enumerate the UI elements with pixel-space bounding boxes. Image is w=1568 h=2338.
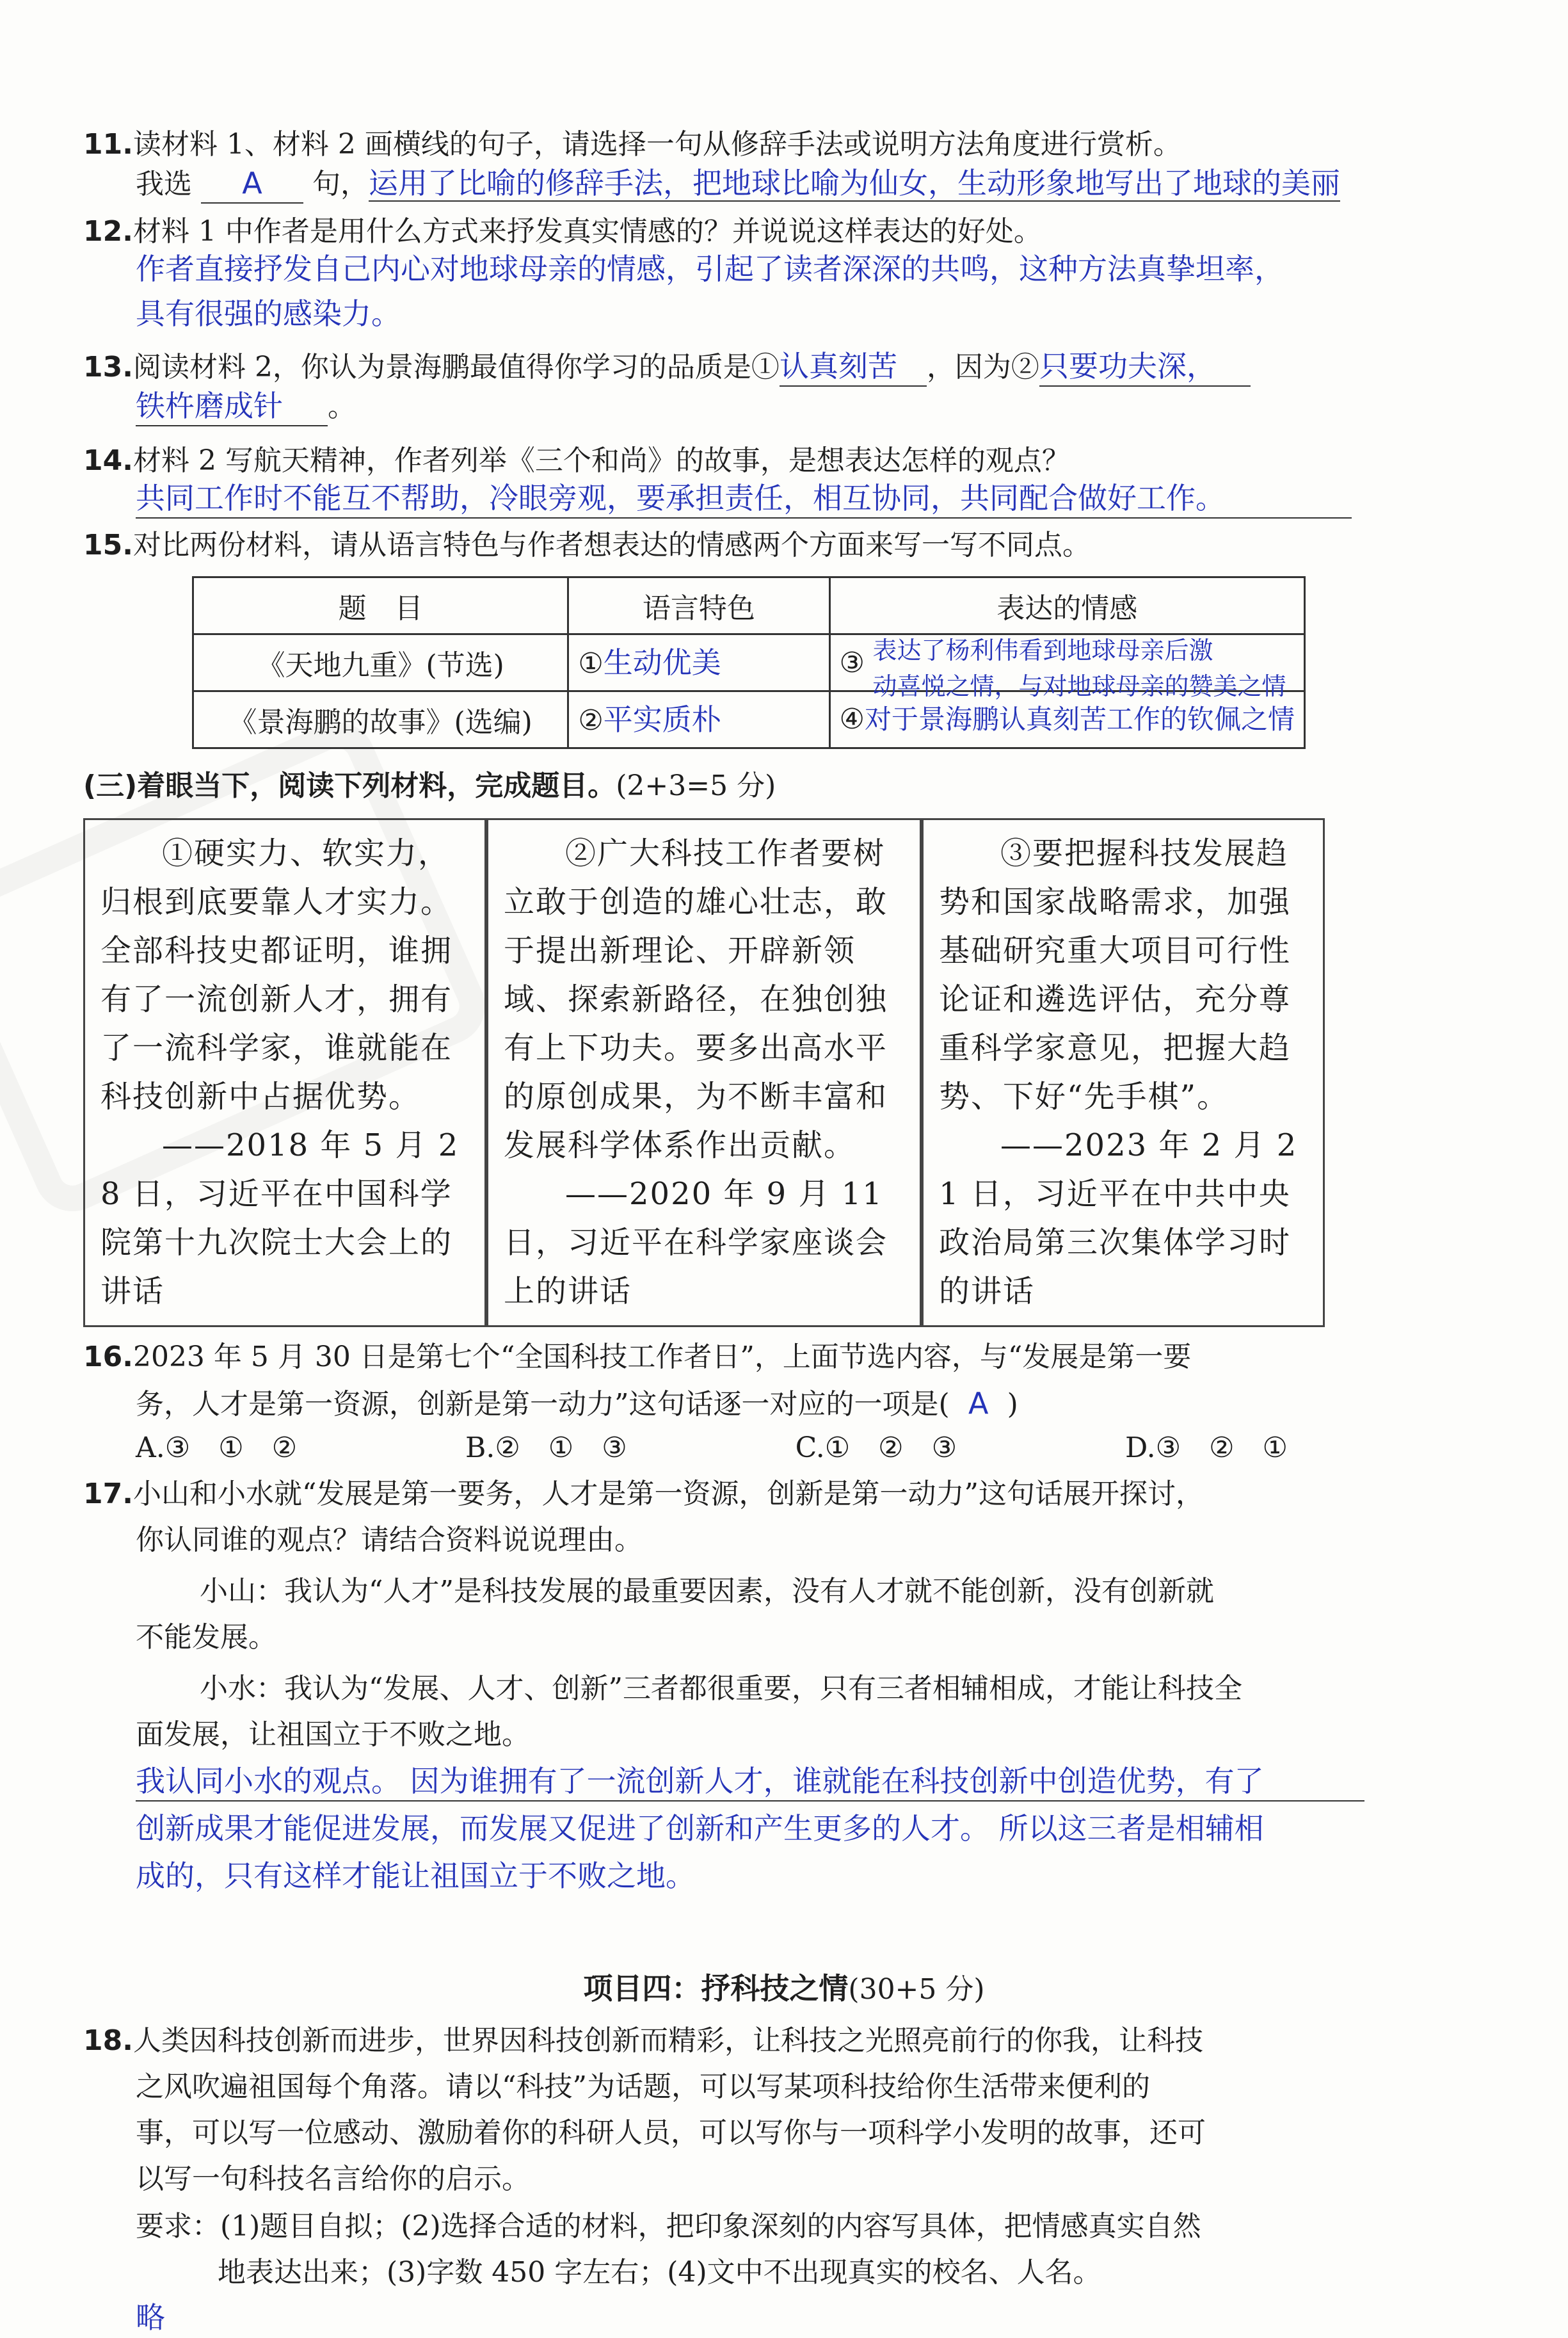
question-18-line-4: 以写一句科技名言给你的启示。: [136, 2163, 530, 2195]
material-box-2: ②广大科技工作者要树立敢于创造的雄心壮志，敢于提出新理论、开辟新领域、探索新路径，在独创独有上下功夫。要多出高水平的原创成果，为不断丰富和发展科学体系作出贡献。 ——2020 年 9 月 11 日，习近平在科学家座谈会上的讲话: [486, 818, 922, 1327]
comparison-table: [192, 576, 1306, 749]
question-16-cont: 务，人才是第一资源，创新是第一动力”这句话逐一对应的一项是( A ): [136, 1384, 1018, 1424]
question-15: 15.对比两份材料，请从语言特色与作者想表达的情感两个方面来写一写不同点。: [83, 529, 1091, 561]
q16-answer: A: [968, 1386, 989, 1421]
question-18-line-3: 事，可以写一位感动、激励着你的科研人员，可以写你与一项科学小发明的故事，还可: [136, 2116, 1206, 2149]
q11-choice: A: [201, 164, 303, 204]
q13-answer-2-line-1: 只要功夫深，: [1039, 347, 1251, 387]
xiaoshui-line-2: 面发展，让祖国立于不败之地。: [136, 1718, 530, 1751]
table-cell-emotion: ③ 表达了杨利伟看到地球母亲后激 动喜悦之情，与对地球母亲的赞美之情: [829, 634, 1304, 691]
q17-answer-line-3: 成的，只有这样才能让祖国立于不败之地。: [136, 1858, 695, 1893]
table-header: 语言特色: [568, 577, 829, 634]
material-box-3: ③要把握科技发展趋势和国家战略需求，加强基础研究重大项目可行性论证和遴选评估，充分尊重科学家意见，把握大趋势、下好“先手棋”。 ——2023 年 2 月 21 日，习近平在中共中央政治局第三次集体学习时的讲话: [922, 818, 1325, 1327]
material-box-1: ①硬实力、软实力，归根到底要靠人才实力。全部科技史都证明，谁拥有了一流创新人才，拥有了一流科学家，谁就能在科技创新中占据优势。 ——2018 年 5 月 28 日，习近平在中国科学院第十九次院士大会上的讲话: [83, 818, 486, 1327]
q17-answer-line-1: 我认同小水的观点。 因为谁拥有了一流创新人才，谁就能在科技创新中创造优势，有了: [136, 1762, 1364, 1802]
table-header: 题 目: [193, 577, 568, 634]
q17-answer-line-2: 创新成果才能促进发展，而发展又促进了创新和产生更多的人才。 所以这三者是相辅相: [136, 1811, 1264, 1846]
xiaoshui-line-1: 小水：我认为“发展、人才、创新”三者都很重要，只有三者相辅相成，才能让科技全: [200, 1672, 1242, 1705]
xiaoshan-line-2: 不能发展。: [136, 1621, 276, 1654]
project-4-heading: 项目四：抒科技之情(30+5 分): [583, 1971, 985, 2006]
question-11-answer-row: 我选 A 句，运用了比喻的修辞手法，把地球比喻为仙女，生动形象地写出了地球的美丽: [136, 164, 1340, 204]
question-18-line-2: 之风吹遍祖国每个角落。请以“科技”为话题，可以写某项科技给你生活带来便利的: [136, 2070, 1150, 2103]
table-cell-emotion: ④对于景海鹏认真刻苦工作的钦佩之情: [829, 691, 1304, 748]
option-b: B.② ① ③: [465, 1431, 627, 1464]
q18-requirements-line-2: 地表达出来；(3)字数 450 字左右；(4)文中不出现真实的校名、人名。: [218, 2256, 1101, 2289]
question-13-cont: 铁杵磨成针 。: [136, 387, 356, 426]
q13-answer-1: 认真刻苦: [780, 347, 927, 387]
question-11: 11.读材料 1、材料 2 画横线的句子，请选择一句从修辞手法或说明方法角度进行赏析。: [83, 128, 1181, 161]
table-cell-title: 《景海鹏的故事》(选编): [193, 691, 568, 748]
question-17: 17.小山和小水就“发展是第一要务，人才是第一资源，创新是第一动力”这句话展开探讨，: [83, 1478, 1204, 1510]
option-d: D.③ ② ①: [1124, 1431, 1288, 1464]
q18-requirements-line-1: 要求：(1)题目自拟；(2)选择合适的材料，把印象深刻的内容写具体，把情感真实自然: [136, 2210, 1201, 2243]
q12-answer-line-1: 作者直接抒发自己内心对地球母亲的情感，引起了读者深深的共鸣，这种方法真挚坦率，: [136, 252, 1284, 286]
question-13: 13.阅读材料 2，你认为景海鹏最值得你学习的品质是①认真刻苦 ，因为②只要功夫深，: [83, 347, 1251, 387]
q11-answer: 运用了比喻的修辞手法，把地球比喻为仙女，生动形象地写出了地球的美丽: [369, 166, 1340, 200]
q18-answer: 略: [136, 2300, 165, 2335]
question-16: 16.2023 年 5 月 30 日是第七个“全国科技工作者日”，上面节选内容，与“发展是第一要: [83, 1341, 1192, 1373]
question-12: 12.材料 1 中作者是用什么方式来抒发真实情感的？并说说这样表达的好处。: [83, 215, 1042, 248]
option-c: C.① ② ③: [795, 1431, 957, 1464]
table-header: 表达的情感: [829, 577, 1304, 634]
q16-options: [136, 1429, 1288, 1467]
question-18: 18.人类因科技创新而进步，世界因科技创新而精彩，让科技之光照亮前行的你我，让科技: [83, 2024, 1203, 2057]
xiaoshan-line-1: 小山：我认为“人才”是科技发展的最重要因素，没有人才就不能创新，没有创新就: [200, 1575, 1214, 1608]
question-14: 14.材料 2 写航天精神，作者列举《三个和尚》的故事，是想表达怎样的观点？: [83, 444, 1070, 477]
table-header-row: [193, 577, 1305, 634]
option-a: A.③ ① ②: [136, 1431, 298, 1464]
q12-answer-line-2: 具有很强的感染力。: [136, 296, 401, 331]
q14-answer: 共同工作时不能互不帮助，冷眼旁观，要承担责任，相互协同，共同配合做好工作。: [136, 479, 1352, 519]
question-17-line-2: 你认同谁的观点？请结合资料说说理由。: [136, 1524, 643, 1556]
table-cell-title: 《天地九重》(节选): [193, 634, 568, 691]
table-cell-language: ②平实质朴: [568, 691, 829, 748]
section-3-heading: (三)着眼当下，阅读下列材料，完成题目。(2+3=5 分): [83, 770, 776, 802]
table-cell-language: ①生动优美: [568, 634, 829, 691]
table-row: [193, 634, 1305, 691]
q13-answer-2-line-2: 铁杵磨成针: [136, 387, 328, 426]
